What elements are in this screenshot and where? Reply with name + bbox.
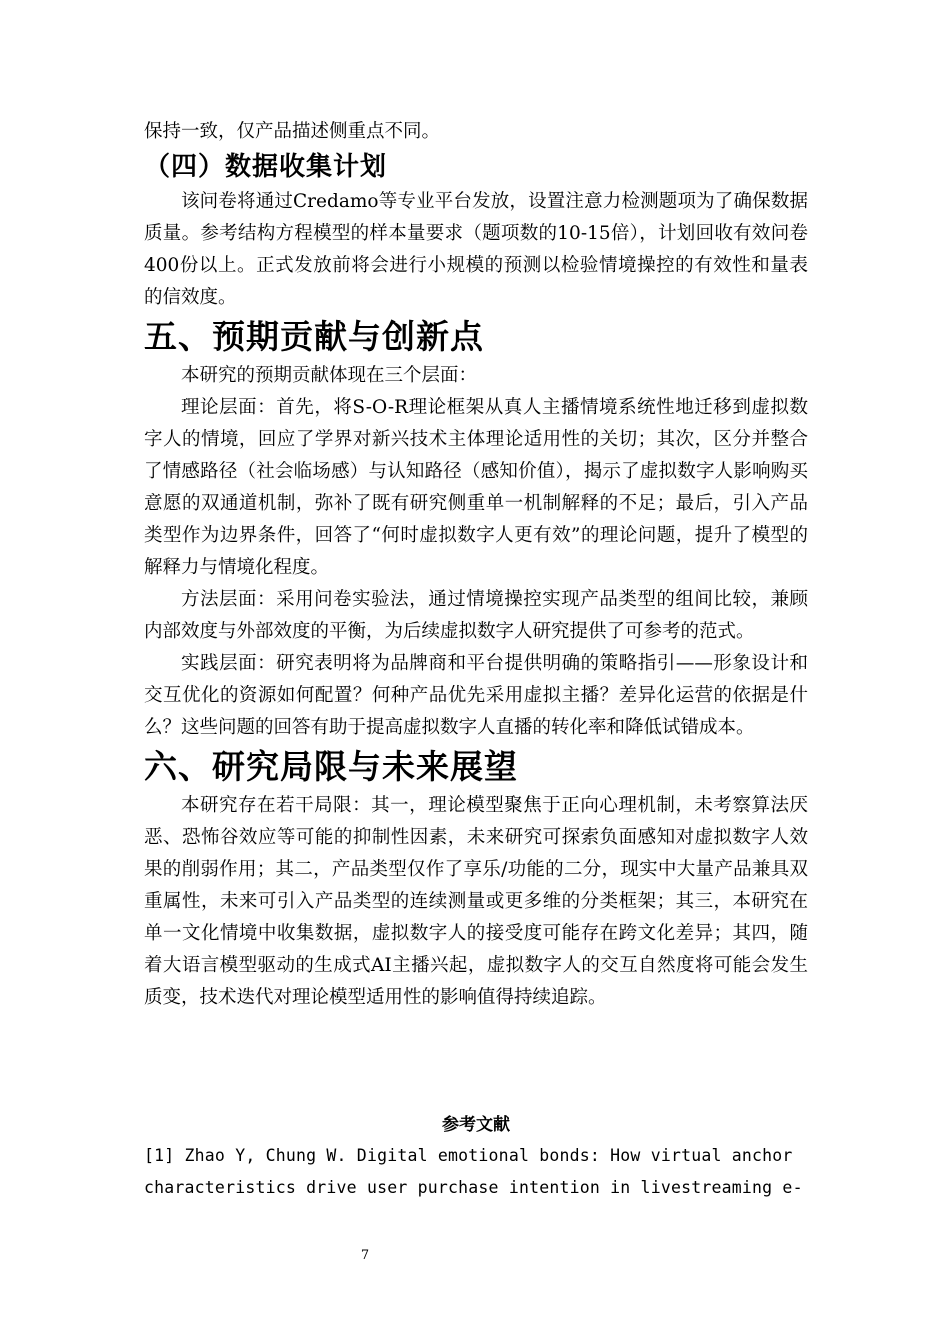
chapter-5-method-paragraph: 方法层面：采用问卷实验法，通过情境操控实现产品类型的组间比较，兼顾内部效度与外部效度的平衡，为后续虚拟数字人研究提供了可参考的范式。: [144, 589, 808, 642]
section-spacer: [144, 1014, 808, 1110]
chapter-5-theory-paragraph: 理论层面：首先，将S-O-R理论框架从真人主播情境系统性地迁移到虚拟数字人的情境，回应了学界对新兴技术主体理论适用性的关切；其次，区分并整合了情感路径（社会临场感）与认知路径（感知价值），揭示了虚拟数字人影响购买意愿的双通道机制，弥补了既有研究侧重单一机制解释的不足；最后，引入产品类型作为边界条件，回答了“何时虚拟数字人更有效”的理论问题，提升了模型的解释力与情境化程度。: [144, 397, 808, 578]
section-4-paragraph: 该问卷将通过Credamo等专业平台发放，设置注意力检测题项为了确保数据质量。参考结构方程模型的样本量要求（题项数的10-15倍），计划回收有效问卷400份以上。正式发放前将会进行小规模的预测以检验情境操控的有效性和量表的信效度。: [144, 191, 808, 308]
reference-item: [1] Zhao Y, Chung W. Digital emotional bonds: How virtual anchor characteristics drive user purchase intention in livestreaming e-: [144, 1146, 803, 1197]
chapter-6-heading: 六、研究局限与未来展望: [144, 747, 518, 786]
chapter-5-practice-paragraph: 实践层面：研究表明将为品牌商和平台提供明确的策略指引——形象设计和交互优化的资源如何配置？何种产品优先采用虚拟主播？差异化运营的依据是什么？这些问题的回答有助于提高虚拟数字人直播的转化率和降低试错成本。: [144, 653, 808, 738]
page-body: [144, 116, 808, 1204]
continuation-paragraph: 保持一致，仅产品描述侧重点不同。: [144, 121, 441, 142]
section-4-heading: （四）数据收集计划: [144, 152, 388, 182]
chapter-5-intro: 本研究的预期贡献体现在三个层面：: [181, 365, 478, 386]
chapter-5-heading: 五、预期贡献与创新点: [144, 317, 484, 356]
chapter-6-paragraph: 本研究存在若干局限：其一，理论模型聚焦于正向心理机制，未考察算法厌恶、恐怖谷效应等可能的抑制性因素，未来研究可探索负面感知对虚拟数字人效果的削弱作用；其二，产品类型仅作了享乐/功能的二分，现实中大量产品兼具双重属性，未来可引入产品类型的连续测量或更多维的分类框架；其三，本研究在单一文化情境中收集数据，虚拟数字人的接受度可能存在跨文化差异；其四，随着大语言模型驱动的生成式AI主播兴起，虚拟数字人的交互自然度将可能会发生质变，技术迭代对理论模型适用性的影响值得持续追踪。: [144, 795, 808, 1008]
page-number: 7: [360, 1248, 370, 1263]
references-heading: 参考文献: [442, 1115, 510, 1135]
